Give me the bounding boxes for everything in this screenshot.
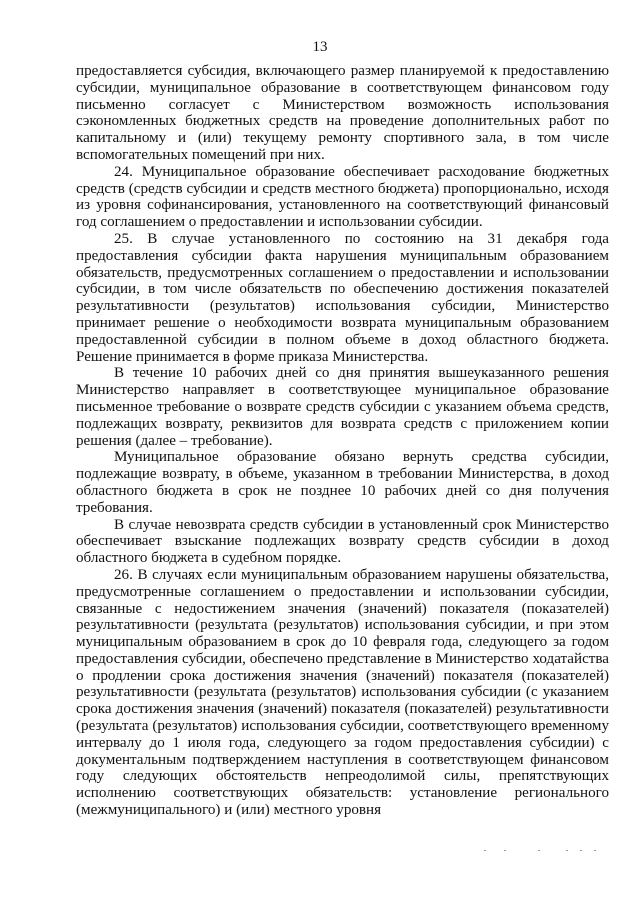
- paragraph-25-recovery: В случае невозврата средств субсидии в установленный срок Министерство обеспечивает взыскание подлежащих возврату средств субсидии в доход областного бюджета в судебном порядке.: [76, 516, 609, 567]
- page-number: 13: [312, 39, 328, 55]
- paragraph-25-return: Муниципальное образование обязано вернуть средства субсидии, подлежащие возврату, в объеме, указанном в требовании Министерства, в доход областного бюджета в срок не позднее 10 рабочих дней со дня получения требования.: [76, 449, 609, 516]
- paragraph-24: 24. Муниципальное образование обеспечивает расходование бюджетных средств (средств субсидии и средств местного бюджета) пропорционально, исходя из уровня софинансирования, установленного на соответствующий финансовый год соглашением о предоставлении и использовании субсидии.: [76, 163, 609, 231]
- paragraph-25: 25. В случае установленного по состоянию на 31 декабря года предоставления субсидии факта нарушения муниципальным образованием обязательств, предусмотренных соглашением о предоставлении и использовании субсидии, в том числе обязательств по обеспечению достижения показателей результативности (результатов) использования субсидии, Министерство принимает решение о необходимости возврата муниципальным образованием предоставленной субсидии в полном объеме в доход областного бюджета. Решение принимается в форме приказа Министерства.: [76, 230, 609, 365]
- paragraph-26: 26. В случаях если муниципальным образованием нарушены обязательства, предусмотренные соглашением о предоставлении и использовании субсидии, связанные с недостижением значения (значений) показателя (показателей) результативности (результата (результатов) использования субсидии, и при этом муниципальным образованием в срок до 10 февраля года, следующего за годом предоставления субсидии, обеспечено представление в Министерство ходатайства о продлении срока достижения значения (значений) показателя (показателей) результативности (результата (результатов) использования субсидии (с указанием срока достижения значения (значений) показателя (показателей) результативности (результата (результатов) использования субсидии, соответствующего временному интервалу до 1 июля года, следующего за годом предоставления субсидии) с документальным подтверждением наступления в соответствующем финансовом году следующих обстоятельств непреодолимой силы, препятствующих исполнению соответствующих обязательств: установление регионального (межмуниципального) и (или) местного уровня: [76, 566, 609, 819]
- scan-noise-marks: [480, 848, 600, 854]
- paragraph-continuation: предоставляется субсидия, включающего размер планируемой к предоставлению субсидии, муниципальное образование в соответствующем финансовом году письменно согласует с Министерством возможность использования сэкономленных бюджетных средств на проведение дополнительных работ по капитальному и (или) текущему ремонту спортивного зала, в том числе вспомогательных помещений при них.: [76, 63, 609, 163]
- paragraph-25-notice: В течение 10 рабочих дней со дня принятия вышеуказанного решения Министерство направляет в соответствующее муниципальное образование письменное требование о возврате средств субсидии с указанием объема средств, подлежащих возврату, реквизитов для возврата средств с приложением копии решения (далее – требование).: [76, 365, 609, 449]
- document-body: [76, 63, 609, 819]
